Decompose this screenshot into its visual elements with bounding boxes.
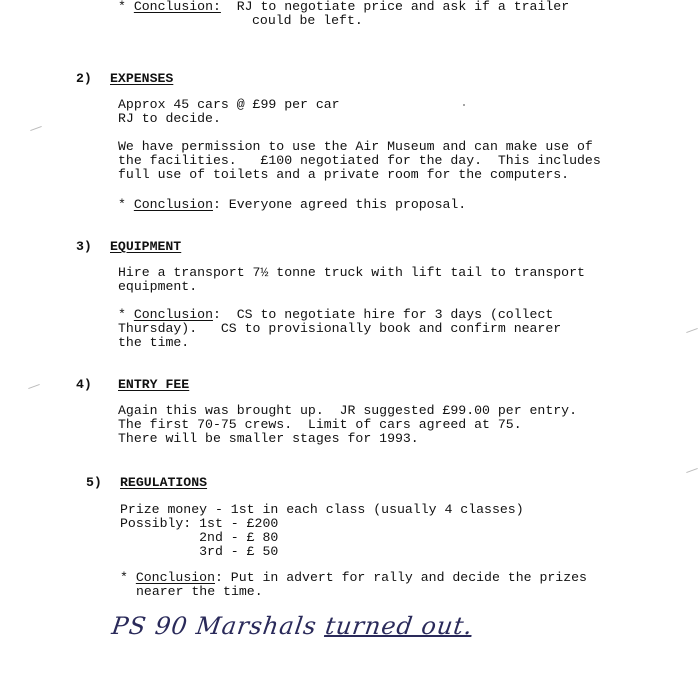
item5-number: 5) — [86, 475, 102, 490]
scan-mark — [686, 468, 698, 473]
bullet: * — [118, 0, 126, 14]
item3-heading: EQUIPMENT — [110, 239, 182, 254]
item5-conclusion-line-2: nearer the time. — [136, 584, 263, 599]
item3-line-1: Hire a transport 7½ tonne truck with lift tail to transport — [118, 265, 585, 280]
item2-heading: EXPENSES — [110, 71, 174, 86]
bullet: * — [118, 307, 126, 322]
item4-heading: ENTRY FEE — [118, 377, 190, 392]
item3-number: 3) — [76, 239, 92, 254]
item2-line-5: full use of toilets and a private room for the computers. — [118, 167, 570, 182]
handwritten-note — [110, 612, 475, 640]
handwritten-underlined: turned out. — [323, 612, 475, 640]
item1-conclusion-line-1 — [118, 0, 569, 14]
item4-line-3: There will be smaller stages for 1993. — [118, 431, 419, 446]
item2-conclusion — [118, 198, 466, 212]
item2-line-3: We have permission to use the Air Museum and can make use of — [118, 139, 593, 154]
conclusion-text: : Put in advert for rally and decide the prizes — [214, 570, 587, 585]
scan-speck — [463, 104, 465, 106]
scan-mark — [30, 126, 42, 131]
item5-line-4: 3rd - £ 50 — [120, 544, 279, 559]
conclusion-label: Conclusion — [133, 197, 213, 212]
conclusion-text: RJ to negotiate price and ask if a trailer — [236, 0, 570, 14]
item2-number: 2) — [76, 71, 92, 86]
conclusion-text: : CS to negotiate hire for 3 days (collect — [212, 307, 554, 322]
conclusion-label: Conclusion — [133, 307, 213, 322]
conclusion-label: Conclusion — [135, 570, 215, 585]
scan-mark — [28, 384, 40, 389]
item4-number: 4) — [76, 377, 92, 392]
handwritten-prefix: PS 90 Marshals — [110, 612, 328, 640]
item3-conclusion-line-1 — [118, 308, 553, 322]
item3-conclusion-line-3: the time. — [118, 335, 190, 350]
item4-line-2: The first 70-75 crews. Limit of cars agreed at 75. — [118, 417, 522, 432]
item5-heading: REGULATIONS — [120, 475, 208, 490]
conclusion-text: : Everyone agreed this proposal. — [212, 197, 467, 212]
item2-line-1: Approx 45 cars @ £99 per car — [118, 97, 340, 112]
item5-line-1: Prize money - 1st in each class (usually 4 classes) — [120, 502, 524, 517]
item1-conclusion-line-2: could be left. — [252, 13, 363, 28]
bullet: * — [120, 570, 128, 585]
scan-mark — [686, 328, 698, 333]
item2-line-4: the facilities. £100 negotiated for the day. This includes — [118, 153, 601, 168]
bullet: * — [118, 197, 126, 212]
item4-line-1: Again this was brought up. JR suggested £99.00 per entry. — [118, 403, 577, 418]
item5-line-3: 2nd - £ 80 — [120, 530, 279, 545]
item3-conclusion-line-2: Thursday). CS to provisionally book and confirm nearer — [118, 321, 562, 336]
conclusion-label: Conclusion: — [133, 0, 221, 14]
item5-conclusion-line-1 — [120, 571, 587, 585]
item2-line-2: RJ to decide. — [118, 111, 221, 126]
item5-line-2: Possibly: 1st - £200 — [120, 516, 279, 531]
item3-line-2: equipment. — [118, 279, 198, 294]
